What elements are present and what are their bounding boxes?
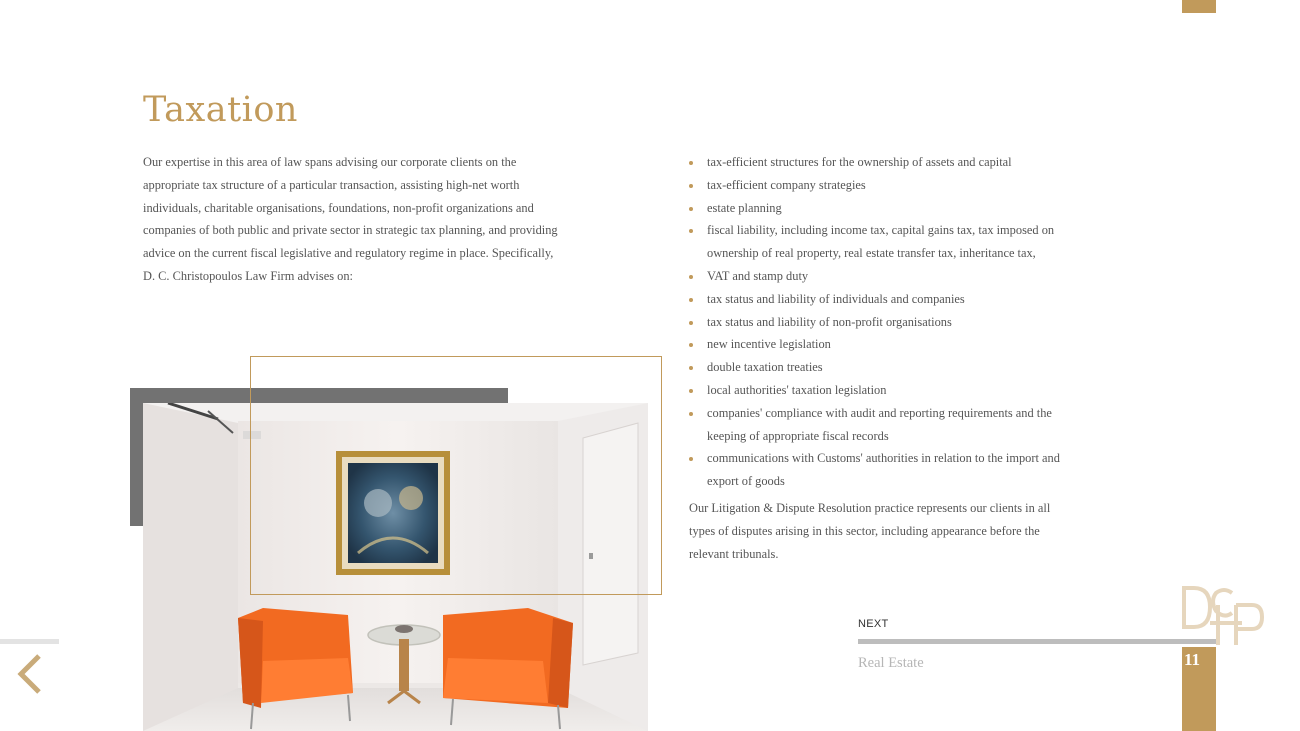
chevron-left-icon [14, 652, 46, 696]
list-item: estate planning [689, 197, 1084, 220]
list-item: companies' compliance with audit and reporting requirements and the keeping of appropriate fiscal records [689, 402, 1084, 448]
bullet-icon [689, 457, 693, 461]
logo-monogram-icon [1180, 585, 1266, 647]
list-item: VAT and stamp duty [689, 265, 1084, 288]
list-item: tax-efficient company strategies [689, 174, 1084, 197]
intro-paragraph: Our expertise in this area of law spans advising our corporate clients on the appropriate tax structure of a particular transaction, assisting high-net worth individuals, charitable organisations, foundations, non-profit organizations and companies of both public and private sector in strategic tax planning, and providing advice on the current fiscal legislative and regulatory regime in place. Specifically, D. C. Christopoulos Law Firm advises on: [143, 155, 558, 283]
prev-progress-bar [0, 639, 59, 644]
bullet-icon [689, 412, 693, 416]
list-item: tax status and liability of individuals and companies [689, 288, 1084, 311]
prev-page-button[interactable] [14, 652, 46, 696]
page-title: Taxation [143, 90, 298, 130]
decorative-gold-frame [250, 356, 662, 595]
bullet-icon [689, 207, 693, 211]
list-item: local authorities' taxation legislation [689, 379, 1084, 402]
list-item: double taxation treaties [689, 356, 1084, 379]
closing-paragraph: Our Litigation & Dispute Resolution practice represents our clients in all types of disputes arising in this sector, including appearance before the relevant tribunals. [689, 501, 1051, 561]
list-item: communications with Customs' authorities in relation to the import and export of goods [689, 447, 1084, 493]
bullet-icon [689, 366, 693, 370]
firm-logo [1180, 585, 1266, 647]
list-item: tax status and liability of non-profit organisations [689, 311, 1084, 334]
bullet-icon [689, 275, 693, 279]
bullet-icon [689, 321, 693, 325]
bullet-icon [689, 343, 693, 347]
top-accent-tab [1182, 0, 1216, 13]
bullet-icon [689, 161, 693, 165]
list-item: tax-efficient structures for the ownership of assets and capital [689, 151, 1084, 174]
bullet-icon [689, 389, 693, 393]
next-label: NEXT [858, 618, 889, 630]
bullet-icon [689, 298, 693, 302]
list-item: fiscal liability, including income tax, capital gains tax, tax imposed on ownership of real property, real estate transfer tax, inheritance tax, [689, 219, 1084, 265]
bullet-icon [689, 184, 693, 188]
list-item: new incentive legislation [689, 333, 1084, 356]
page-number: 11 [1183, 650, 1201, 669]
bullet-icon [689, 229, 693, 233]
next-page-link[interactable]: Real Estate [858, 655, 924, 671]
next-progress-bar [858, 639, 1217, 644]
services-list [689, 151, 1084, 493]
